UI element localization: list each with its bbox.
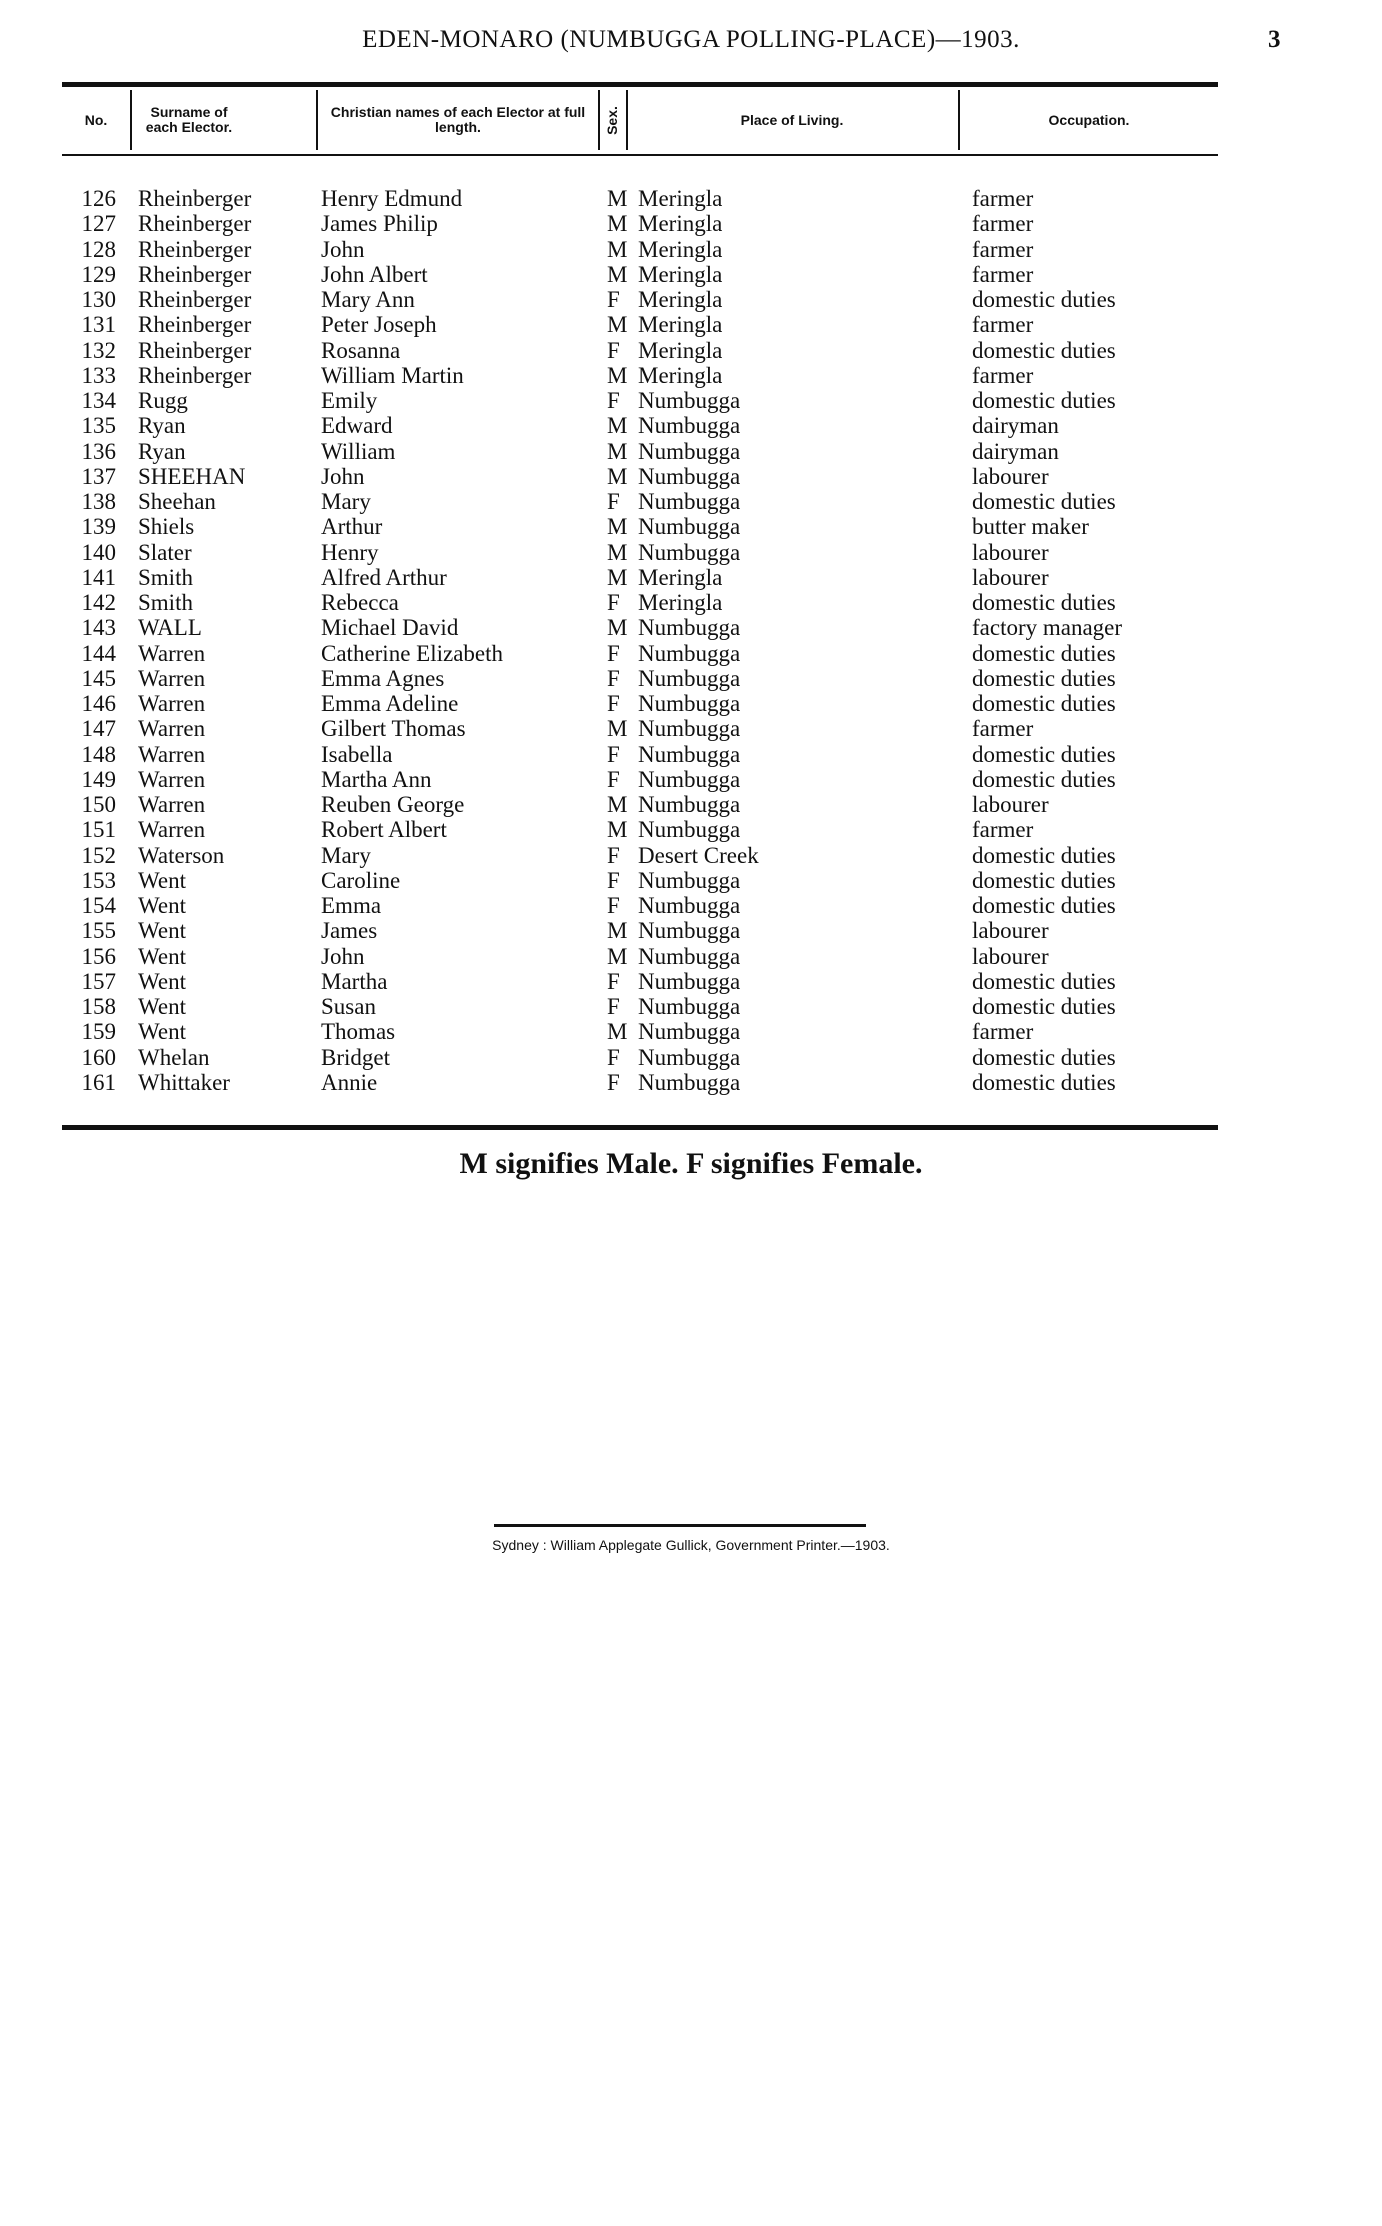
elector-occupation: labourer: [972, 943, 1049, 969]
elector-sex: F: [607, 968, 620, 994]
elector-occupation: domestic duties: [972, 287, 1116, 312]
elector-place-of-living: Numbugga: [638, 615, 741, 641]
elector-place-of-living: Numbugga: [638, 388, 741, 413]
elector-sex: F: [607, 893, 620, 918]
elector-occupation: domestic duties: [972, 741, 1116, 767]
elector-place-of-living: Meringla: [638, 236, 723, 262]
elector-surname: Went: [138, 893, 186, 918]
table-row: [0, 716, 1382, 741]
elector-surname: Rheinberger: [138, 236, 252, 262]
elector-sex: F: [607, 337, 620, 363]
elector-christian-names: Michael David: [321, 615, 459, 641]
elector-occupation: domestic duties: [972, 1044, 1116, 1070]
elector-surname: Whittaker: [138, 1069, 230, 1095]
table-row: [0, 237, 1382, 262]
elector-christian-names: James Philip: [321, 211, 438, 237]
elector-place-of-living: Numbugga: [638, 741, 741, 767]
elector-place-of-living: Meringla: [638, 564, 723, 590]
elector-place-of-living: Meringla: [638, 337, 723, 363]
elector-place-of-living: Numbugga: [638, 994, 741, 1019]
elector-place-of-living: Meringla: [638, 590, 723, 615]
elector-christian-names: Peter Joseph: [321, 312, 437, 338]
column-header-sex-label: Sex.: [603, 105, 620, 135]
elector-surname: Went: [138, 968, 186, 994]
elector-surname: Went: [138, 867, 186, 893]
elector-surname: Rheinberger: [138, 186, 252, 211]
elector-occupation: domestic duties: [972, 590, 1116, 615]
elector-christian-names: Edward: [321, 413, 393, 439]
elector-surname: Went: [138, 994, 186, 1019]
elector-surname: Warren: [138, 716, 206, 742]
elector-number: 157: [81, 968, 116, 994]
elector-sex: F: [607, 665, 620, 691]
column-header-sex: [600, 90, 624, 150]
elector-sex: M: [607, 918, 628, 944]
elector-occupation: domestic duties: [972, 893, 1116, 918]
table-row: [0, 641, 1382, 666]
elector-number: 127: [81, 211, 116, 237]
table-row: [0, 893, 1382, 918]
elector-place-of-living: Numbugga: [638, 463, 741, 489]
elector-christian-names: Emma Adeline: [321, 691, 459, 716]
table-row: [0, 439, 1382, 464]
elector-surname: Rheinberger: [138, 362, 252, 388]
elector-christian-names: Bridget: [321, 1044, 390, 1070]
elector-place-of-living: Numbugga: [638, 413, 741, 439]
elector-sex: F: [607, 766, 620, 792]
table-row: [0, 363, 1382, 388]
elector-place-of-living: Meringla: [638, 261, 723, 287]
elector-sex: M: [607, 211, 628, 237]
printer-rule: [494, 1524, 866, 1527]
elector-sex: M: [607, 564, 628, 590]
elector-surname: Warren: [138, 741, 206, 767]
elector-surname: Warren: [138, 817, 206, 843]
elector-number: 135: [81, 413, 116, 439]
table-header: [62, 90, 1218, 152]
elector-occupation: labourer: [972, 918, 1049, 944]
elector-number: 132: [81, 337, 116, 363]
elector-place-of-living: Meringla: [638, 362, 723, 388]
elector-number: 153: [81, 867, 116, 893]
table-row: [0, 565, 1382, 590]
elector-sex: M: [607, 514, 628, 540]
table-row: [0, 1019, 1382, 1044]
elector-place-of-living: Numbugga: [638, 817, 741, 843]
table-row: [0, 211, 1382, 236]
elector-sex: M: [607, 312, 628, 338]
column-divider: [130, 90, 132, 150]
table-row: [0, 312, 1382, 337]
elector-number: 138: [81, 489, 116, 514]
elector-christian-names: Mary: [321, 842, 371, 868]
elector-christian-names: John Albert: [321, 261, 428, 287]
table-row: [0, 817, 1382, 842]
header-bottom-rule: [62, 154, 1218, 156]
elector-number: 152: [81, 842, 116, 868]
table-row: [0, 590, 1382, 615]
elector-surname: Whelan: [138, 1044, 210, 1070]
table-row: [0, 1070, 1382, 1095]
table-row: [0, 464, 1382, 489]
elector-occupation: farmer: [972, 312, 1034, 338]
elector-surname: Went: [138, 943, 186, 969]
table-row: [0, 994, 1382, 1019]
elector-sex: M: [607, 615, 628, 641]
elector-christian-names: Mary Ann: [321, 287, 415, 312]
table-row: [0, 666, 1382, 691]
elector-occupation: farmer: [972, 186, 1034, 211]
elector-sex: M: [607, 792, 628, 817]
elector-christian-names: John: [321, 943, 365, 969]
elector-christian-names: James: [321, 918, 378, 944]
elector-place-of-living: Numbugga: [638, 1069, 741, 1095]
elector-occupation: dairyman: [972, 413, 1059, 439]
elector-christian-names: John: [321, 236, 365, 262]
table-row: [0, 287, 1382, 312]
elector-christian-names: Annie: [321, 1069, 378, 1095]
elector-surname: Rheinberger: [138, 337, 252, 363]
elector-christian-names: Henry Edmund: [321, 186, 463, 211]
elector-sex: F: [607, 590, 620, 615]
elector-sex: M: [607, 438, 628, 464]
elector-occupation: farmer: [972, 362, 1034, 388]
elector-christian-names: Isabella: [321, 741, 393, 767]
elector-number: 133: [81, 362, 116, 388]
column-header-place: Place of Living.: [740, 111, 844, 128]
elector-place-of-living: Numbugga: [638, 514, 741, 540]
elector-number: 134: [81, 388, 116, 413]
elector-christian-names: Emma: [321, 893, 382, 918]
elector-surname: WALL: [138, 615, 202, 641]
elector-occupation: farmer: [972, 236, 1034, 262]
elector-number: 146: [81, 691, 116, 716]
elector-surname: Sheehan: [138, 489, 216, 514]
elector-number: 149: [81, 766, 116, 792]
elector-place-of-living: Numbugga: [638, 665, 741, 691]
elector-christian-names: William: [321, 438, 396, 464]
elector-number: 126: [81, 186, 116, 211]
table-row: [0, 969, 1382, 994]
elector-christian-names: Rebecca: [321, 590, 399, 615]
elector-sex: F: [607, 287, 620, 312]
elector-occupation: domestic duties: [972, 1069, 1116, 1095]
elector-christian-names: Thomas: [321, 1019, 396, 1045]
column-header-no: No.: [84, 111, 108, 128]
elector-sex: M: [607, 362, 628, 388]
column-divider: [316, 90, 318, 150]
elector-christian-names: Caroline: [321, 867, 401, 893]
table-row: [0, 691, 1382, 716]
elector-place-of-living: Numbugga: [638, 1044, 741, 1070]
column-header-christian-names: Christian names of each Elector at full length.: [330, 104, 586, 135]
elector-occupation: labourer: [972, 463, 1049, 489]
elector-christian-names: Martha: [321, 968, 388, 994]
table-row: [0, 843, 1382, 868]
elector-surname: Warren: [138, 665, 206, 691]
elector-occupation: domestic duties: [972, 968, 1116, 994]
page-number: 3: [1268, 26, 1281, 53]
elector-sex: F: [607, 867, 620, 893]
table-row: [0, 489, 1382, 514]
elector-number: 144: [81, 640, 116, 666]
elector-surname: Rheinberger: [138, 312, 252, 338]
elector-sex: M: [607, 716, 628, 742]
elector-sex: M: [607, 413, 628, 439]
elector-christian-names: Catherine Elizabeth: [321, 640, 504, 666]
table-row: [0, 514, 1382, 539]
elector-number: 148: [81, 741, 116, 767]
table-row: [0, 944, 1382, 969]
elector-surname: Ryan: [138, 438, 186, 464]
elector-place-of-living: Desert Creek: [638, 842, 759, 868]
elector-number: 128: [81, 236, 116, 262]
table-row: [0, 388, 1382, 413]
elector-sex: M: [607, 236, 628, 262]
elector-number: 142: [81, 590, 116, 615]
elector-occupation: farmer: [972, 261, 1034, 287]
elector-number: 130: [81, 287, 116, 312]
elector-number: 156: [81, 943, 116, 969]
table-row: [0, 742, 1382, 767]
elector-number: 159: [81, 1019, 116, 1045]
elector-place-of-living: Numbugga: [638, 867, 741, 893]
table-row: [0, 792, 1382, 817]
elector-surname: Waterson: [138, 842, 225, 868]
elector-number: 141: [81, 564, 116, 590]
elector-place-of-living: Numbugga: [638, 792, 741, 817]
elector-number: 150: [81, 792, 116, 817]
elector-number: 129: [81, 261, 116, 287]
elector-place-of-living: Meringla: [638, 312, 723, 338]
elector-surname: Rheinberger: [138, 287, 252, 312]
elector-occupation: domestic duties: [972, 691, 1116, 716]
elector-occupation: domestic duties: [972, 665, 1116, 691]
elector-number: 143: [81, 615, 116, 641]
column-header-surname: Surname of each Elector.: [145, 104, 233, 135]
table-row: [0, 262, 1382, 287]
elector-sex: F: [607, 1069, 620, 1095]
elector-sex: F: [607, 691, 620, 716]
elector-place-of-living: Numbugga: [638, 539, 741, 565]
elector-occupation: domestic duties: [972, 337, 1116, 363]
table-row: [0, 1045, 1382, 1070]
elector-place-of-living: Meringla: [638, 211, 723, 237]
elector-number: 136: [81, 438, 116, 464]
elector-number: 139: [81, 514, 116, 540]
elector-surname: SHEEHAN: [138, 463, 246, 489]
elector-sex: M: [607, 539, 628, 565]
elector-number: 147: [81, 716, 116, 742]
table-bottom-rule: [62, 1125, 1218, 1130]
elector-christian-names: Gilbert Thomas: [321, 716, 466, 742]
elector-occupation: domestic duties: [972, 842, 1116, 868]
elector-surname: Ryan: [138, 413, 186, 439]
table-row: [0, 918, 1382, 943]
elector-number: 158: [81, 994, 116, 1019]
elector-place-of-living: Numbugga: [638, 766, 741, 792]
elector-occupation: farmer: [972, 817, 1034, 843]
elector-surname: Warren: [138, 640, 206, 666]
elector-occupation: farmer: [972, 211, 1034, 237]
elector-christian-names: Rosanna: [321, 337, 401, 363]
electors-table-body: [0, 186, 1382, 1095]
elector-occupation: labourer: [972, 792, 1049, 817]
elector-surname: Rheinberger: [138, 211, 252, 237]
table-row: [0, 767, 1382, 792]
elector-surname: Smith: [138, 564, 193, 590]
elector-occupation: farmer: [972, 1019, 1034, 1045]
elector-christian-names: Alfred Arthur: [321, 564, 447, 590]
elector-surname: Warren: [138, 792, 206, 817]
elector-occupation: dairyman: [972, 438, 1059, 464]
elector-place-of-living: Numbugga: [638, 489, 741, 514]
elector-sex: M: [607, 463, 628, 489]
elector-occupation: domestic duties: [972, 766, 1116, 792]
elector-surname: Rheinberger: [138, 261, 252, 287]
elector-place-of-living: Numbugga: [638, 918, 741, 944]
printer-imprint: Sydney : William Applegate Gullick, Government Printer.—1903.: [492, 1537, 890, 1553]
elector-place-of-living: Numbugga: [638, 893, 741, 918]
elector-place-of-living: Meringla: [638, 287, 723, 312]
elector-surname: Warren: [138, 691, 206, 716]
elector-sex: F: [607, 640, 620, 666]
elector-christian-names: Emily: [321, 388, 378, 413]
elector-sex: F: [607, 489, 620, 514]
elector-number: 161: [81, 1069, 116, 1095]
page-title: EDEN-MONARO (NUMBUGGA POLLING-PLACE)—1903.: [362, 26, 1020, 53]
elector-christian-names: Susan: [321, 994, 376, 1019]
elector-occupation: labourer: [972, 564, 1049, 590]
elector-occupation: labourer: [972, 539, 1049, 565]
elector-place-of-living: Numbugga: [638, 691, 741, 716]
elector-number: 137: [81, 463, 116, 489]
elector-place-of-living: Numbugga: [638, 943, 741, 969]
elector-surname: Smith: [138, 590, 193, 615]
elector-sex: M: [607, 261, 628, 287]
elector-occupation: factory manager: [972, 615, 1123, 641]
elector-number: 154: [81, 893, 116, 918]
elector-number: 145: [81, 665, 116, 691]
table-row: [0, 615, 1382, 640]
elector-place-of-living: Meringla: [638, 186, 723, 211]
header-top-rule: [62, 82, 1218, 87]
elector-number: 131: [81, 312, 116, 338]
elector-number: 160: [81, 1044, 116, 1070]
elector-occupation: domestic duties: [972, 640, 1116, 666]
elector-surname: Went: [138, 918, 186, 944]
elector-place-of-living: Numbugga: [638, 968, 741, 994]
elector-sex: F: [607, 994, 620, 1019]
table-row: [0, 338, 1382, 363]
elector-sex: M: [607, 1019, 628, 1045]
table-row: [0, 413, 1382, 438]
elector-surname: Rugg: [138, 388, 188, 413]
elector-place-of-living: Numbugga: [638, 716, 741, 742]
elector-place-of-living: Numbugga: [638, 438, 741, 464]
elector-christian-names: Robert Albert: [321, 817, 447, 843]
sex-legend: M signifies Male. F signifies Female.: [459, 1147, 923, 1180]
elector-christian-names: Reuben George: [321, 792, 465, 817]
elector-occupation: butter maker: [972, 514, 1089, 540]
elector-surname: Shiels: [138, 514, 195, 540]
table-row: [0, 540, 1382, 565]
elector-sex: M: [607, 943, 628, 969]
elector-sex: F: [607, 1044, 620, 1070]
elector-sex: M: [607, 186, 628, 211]
elector-number: 155: [81, 918, 116, 944]
table-row: [0, 186, 1382, 211]
elector-place-of-living: Numbugga: [638, 1019, 741, 1045]
elector-surname: Warren: [138, 766, 206, 792]
elector-occupation: domestic duties: [972, 489, 1116, 514]
elector-christian-names: John: [321, 463, 365, 489]
elector-christian-names: Henry: [321, 539, 379, 565]
elector-christian-names: Arthur: [321, 514, 383, 540]
elector-christian-names: William Martin: [321, 362, 464, 388]
elector-christian-names: Mary: [321, 489, 371, 514]
elector-surname: Slater: [138, 539, 192, 565]
elector-sex: F: [607, 388, 620, 413]
elector-number: 140: [81, 539, 116, 565]
elector-occupation: domestic duties: [972, 994, 1116, 1019]
elector-sex: M: [607, 817, 628, 843]
elector-occupation: domestic duties: [972, 867, 1116, 893]
elector-christian-names: Emma Agnes: [321, 665, 445, 691]
elector-christian-names: Martha Ann: [321, 766, 432, 792]
column-header-occupation: Occupation.: [1048, 111, 1130, 128]
elector-sex: F: [607, 741, 620, 767]
elector-surname: Went: [138, 1019, 186, 1045]
elector-sex: F: [607, 842, 620, 868]
elector-occupation: farmer: [972, 716, 1034, 742]
table-row: [0, 868, 1382, 893]
elector-occupation: domestic duties: [972, 388, 1116, 413]
elector-number: 151: [81, 817, 116, 843]
elector-place-of-living: Numbugga: [638, 640, 741, 666]
